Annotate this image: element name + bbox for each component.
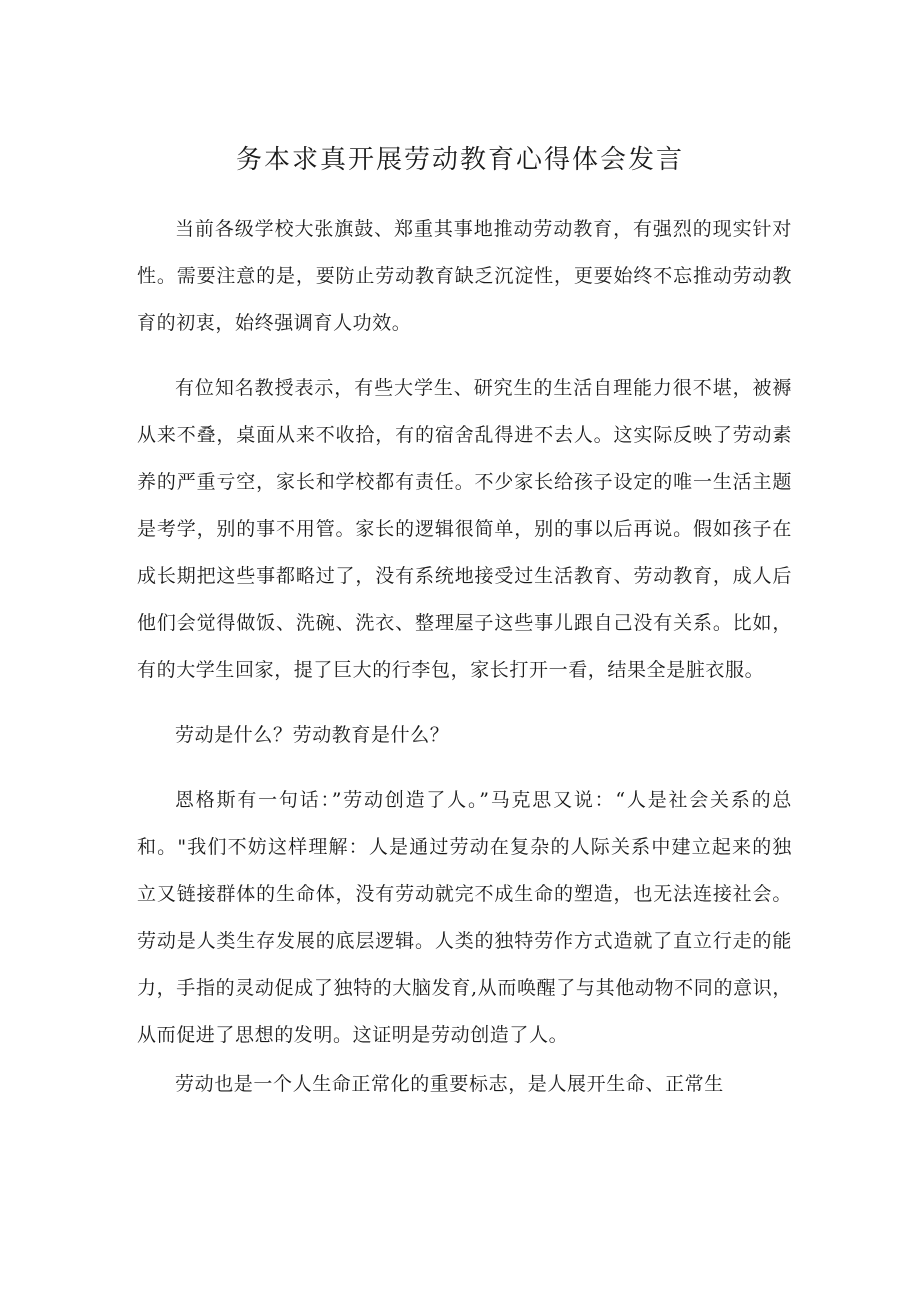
document-title: 务本求真开展劳动教育心得体会发言 [235,145,684,175]
paragraph-professor-remark: 有位知名教授表示，有些大学生、研究生的生活自理能力很不堪，被褥从来不叠，桌面从来不收拾，有的宿舍乱得进不去人。这实际反映了劳动素养的严重亏空，家长和学校都有责任。不少家长给孩子设定的唯一生活主题是考学，别的事不用管。家长的逻辑很简单，别的事以后再说。假如孩子在成长期把这些事都略过了，没有系统地接受过生活教育、劳动教育，成人后他们会觉得做饭、洗碗、洗衣、整理屋子这些事儿跟自己没有关系。比如，有的大学生回家，提了巨大的行李包，家长打开一看，结果全是脏衣服。 [137,377,792,681]
paragraph-question: 劳动是什么？劳动教育是什么？ [175,724,450,746]
paragraph-life-sign: 劳动也是一个人生命正常化的重要标志，是人展开生命、正常生 [175,1073,724,1095]
paragraph-intro: 当前各级学校大张旗鼓、郑重其事地推动劳动教育，有强烈的现实针对性。需要注意的是，要防止劳动教育缺乏沉淀性，更要始终不忘推动劳动教育的初衷，始终强调育人功效。 [137,218,792,334]
document-body [137,206,792,1108]
paragraph-engels-quote: 恩格斯有一句话：”劳动创造了人。”马克思又说：“人是社会关系的总和。"我们不妨这样理解：人是通过劳动在复杂的人际关系中建立起来的独立又链接群体的生命体，没有劳动就完不成生命的塑造，也无法连接社会。劳动是人类生存发展的底层逻辑。人类的独特劳作方式造就了直立行走的能力，手指的灵动促成了独特的大脑发育,从而唤醒了与其他动物不同的意识，从而促进了思想的发明。这证明是劳动创造了人。 [137,789,792,1046]
